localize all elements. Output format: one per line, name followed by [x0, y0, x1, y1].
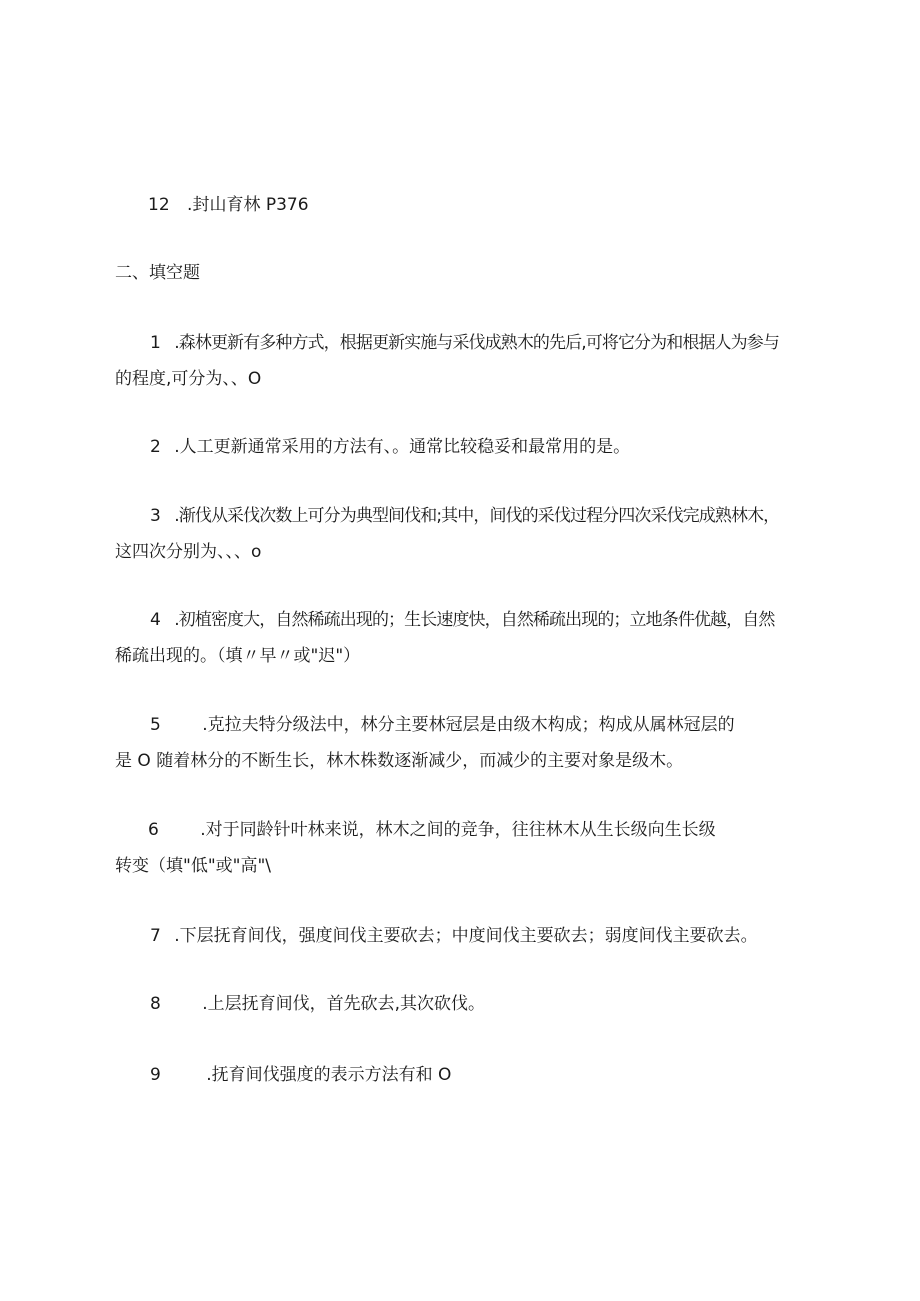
- question-number: 4: [150, 610, 161, 630]
- section-heading: 二、填空题: [115, 263, 200, 283]
- question-9: [150, 1065, 451, 1085]
- question-text-line1: .渐伐从采伐次数上可分为典型间伐和;其中，间伐的采伐过程分四次采伐完成熟林木，: [174, 506, 780, 526]
- question-text-line1: .森林更新有多种方式，根据更新实施与采伐成熟木的先后,可将它分为和根据人为参与: [174, 333, 779, 353]
- question-6-line2: 转变（填"低"或"高"\: [115, 856, 272, 876]
- question-8: [150, 994, 485, 1014]
- question-number: 2: [150, 437, 161, 457]
- question-number: 6: [148, 820, 159, 840]
- question-5-line2: 是 O 随着林分的不断生长，林木株数逐渐减少，而减少的主要对象是级木。: [115, 751, 684, 771]
- question-text-line1: .上层抚育间伐，首先砍去,其次砍伐。: [202, 994, 486, 1014]
- question-number: 9: [150, 1065, 161, 1085]
- question-1: [150, 333, 779, 353]
- item-12: [148, 195, 309, 215]
- question-text-line1: .下层抚育间伐，强度间伐主要砍去；中度间伐主要砍去；弱度间伐主要砍去。: [174, 926, 758, 946]
- question-number: 5: [150, 715, 161, 735]
- question-5: [150, 715, 735, 735]
- question-text-line1: .人工更新通常采用的方法有、。通常比较稳妥和最常用的是。: [174, 437, 631, 457]
- item-text: .封山育林 P376: [187, 195, 309, 215]
- question-text-line1: .抚育间伐强度的表示方法有和 O: [206, 1065, 452, 1085]
- question-4: [150, 610, 774, 630]
- question-number: 3: [150, 506, 161, 526]
- item-number: 12: [148, 195, 170, 215]
- question-6: [148, 820, 716, 840]
- question-1-line2: 的程度,可分为、、O: [115, 369, 262, 389]
- question-7: [150, 926, 758, 946]
- question-number: 1: [150, 333, 161, 353]
- question-text-line1: .对于同龄针叶林来说，林木之间的竞争，往往林木从生长级向生长级: [200, 820, 716, 840]
- question-3: [150, 506, 779, 526]
- question-number: 8: [150, 994, 161, 1014]
- question-number: 7: [150, 926, 161, 946]
- question-2: [150, 437, 630, 457]
- question-3-line2: 这四次分别为、、、o: [115, 542, 262, 562]
- question-text-line1: .初植密度大，自然稀疏出现的；生长速度快，自然稀疏出现的；立地条件优越，自然: [174, 610, 775, 630]
- question-text-line1: .克拉夫特分级法中，林分主要林冠层是由级木构成；构成从属林冠层的: [202, 715, 735, 735]
- question-4-line2: 稀疏出现的。（填〃早〃或"迟"）: [115, 646, 361, 666]
